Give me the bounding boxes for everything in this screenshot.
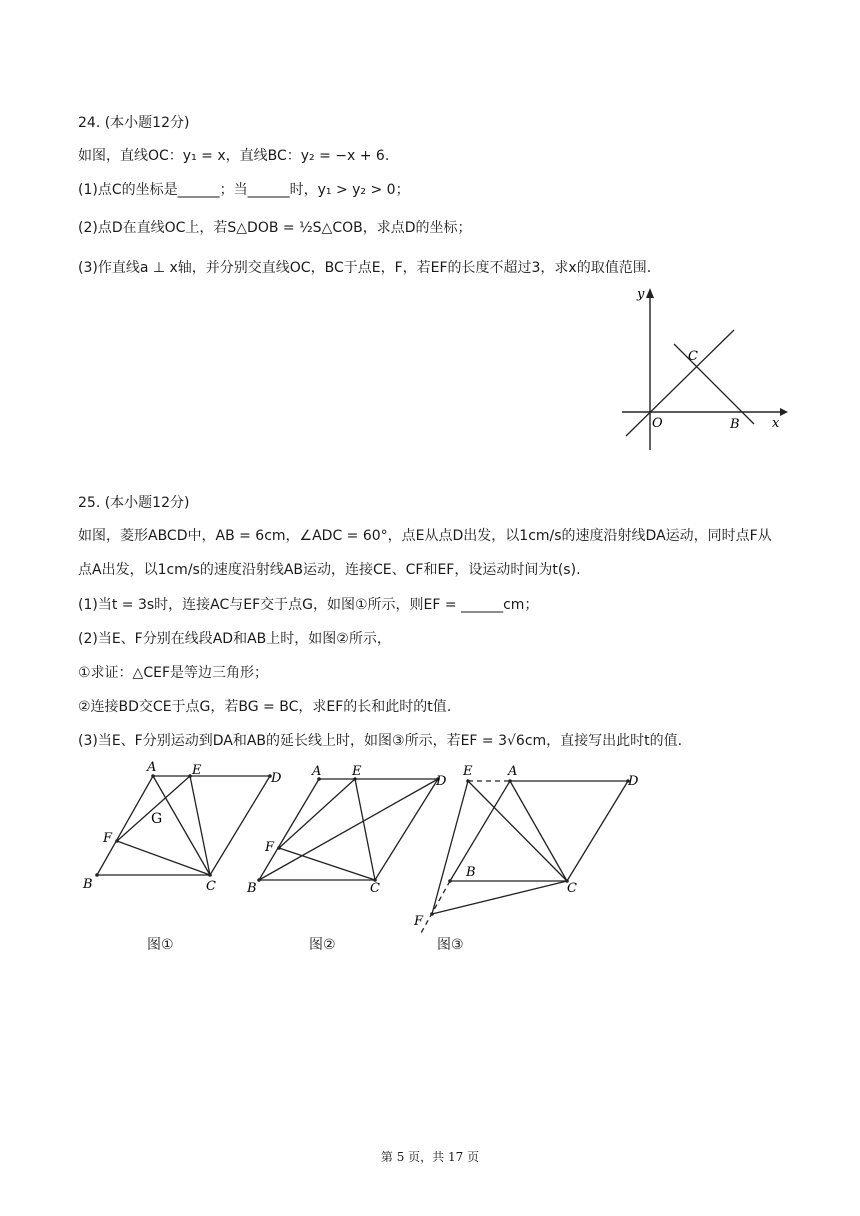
fig3-caption: 图③ xyxy=(437,937,464,953)
figure-2 xyxy=(259,779,438,880)
q24-intro: 如图，直线OC：y₁ = x，直线BC：y₂ = −x + 6. xyxy=(78,148,390,164)
q24-graph xyxy=(610,282,790,457)
q25-part3: (3)当E、F分别运动到DA和AB的延长线上时，如图③所示，若EF = 3√6cm，直接写出此时t的值. xyxy=(78,733,683,749)
y-axis-label: y xyxy=(637,287,645,302)
q25-part1: (1)当t = 3s时，连接AC与EF交于点G，如图①所示，则EF = ______cm； xyxy=(78,597,539,613)
q25-header: 25. (本小题12分) xyxy=(78,495,190,511)
q24-part3: (3)作直线a ⊥ x轴，并分别交直线OC，BC于点E，F，若EF的长度不超过3，求x的取值范围. xyxy=(78,260,652,276)
fig3-label-c: C xyxy=(567,881,577,896)
fig1-caption: 图① xyxy=(147,937,174,953)
fig1-label-b: B xyxy=(83,877,93,892)
origin-label: O xyxy=(652,416,663,431)
x-axis-label: x xyxy=(772,416,780,431)
q25-part2-1: ①求证：△CEF是等边三角形； xyxy=(78,665,268,681)
q24-part2: (2)点D在直线OC上，若S△DOB = ½S△COB，求点D的坐标； xyxy=(78,220,472,236)
q24-part1: (1)点C的坐标是______；当______时，y₁ > y₂ > 0； xyxy=(78,182,410,198)
x-axis-arrow xyxy=(780,408,788,416)
q25-intro-line1: 如图，菱形ABCD中，AB = 6cm，∠ADC = 60°，点E从点D出发，以1cm/s的速度沿射线DA运动，同时点F从 xyxy=(78,528,772,544)
fig3-label-b: B xyxy=(466,865,476,880)
point-c-label: C xyxy=(688,349,698,364)
fig2-label-a: A xyxy=(312,764,322,779)
fig2-label-e: E xyxy=(352,764,362,779)
fig1-label-f: F xyxy=(103,831,113,846)
fig3-label-d: D xyxy=(628,774,639,789)
q25-part2-2: ②连接BD交CE于点G，若BG = BC，求EF的长和此时的t值. xyxy=(78,699,452,715)
q24-header: 24. (本小题12分) xyxy=(78,115,190,131)
fig1-label-a: A xyxy=(147,760,157,775)
q25-part2: (2)当E、F分别在线段AD和AB上时，如图②所示， xyxy=(78,631,391,647)
fig3-label-f: F xyxy=(414,914,424,929)
fig3-label-e: E xyxy=(463,764,473,779)
point-b-label: B xyxy=(730,417,740,432)
fig1-label-e: E xyxy=(192,763,202,778)
y-axis-arrow xyxy=(646,288,654,298)
fig2-label-c: C xyxy=(370,881,380,896)
fig2-label-d: D xyxy=(436,774,447,789)
page-footer: 第 5 页，共 17 页 xyxy=(380,1150,480,1164)
fig1-label-c: C xyxy=(206,879,216,894)
q25-figures xyxy=(0,755,860,940)
fig1-label-g: G xyxy=(151,811,163,827)
fig1-label-d: D xyxy=(271,771,282,786)
fig2-label-f: F xyxy=(265,840,275,855)
fig3-label-a: A xyxy=(508,764,518,779)
fig2-label-b: B xyxy=(247,881,257,896)
line-oc xyxy=(626,330,734,436)
q25-intro-line2: 点A出发，以1cm/s的速度沿射线AB运动，连接CE、CF和EF，设运动时间为t(s). xyxy=(78,562,581,578)
figure-3 xyxy=(421,781,628,933)
figure-1 xyxy=(97,776,270,875)
fig2-caption: 图② xyxy=(309,937,336,953)
